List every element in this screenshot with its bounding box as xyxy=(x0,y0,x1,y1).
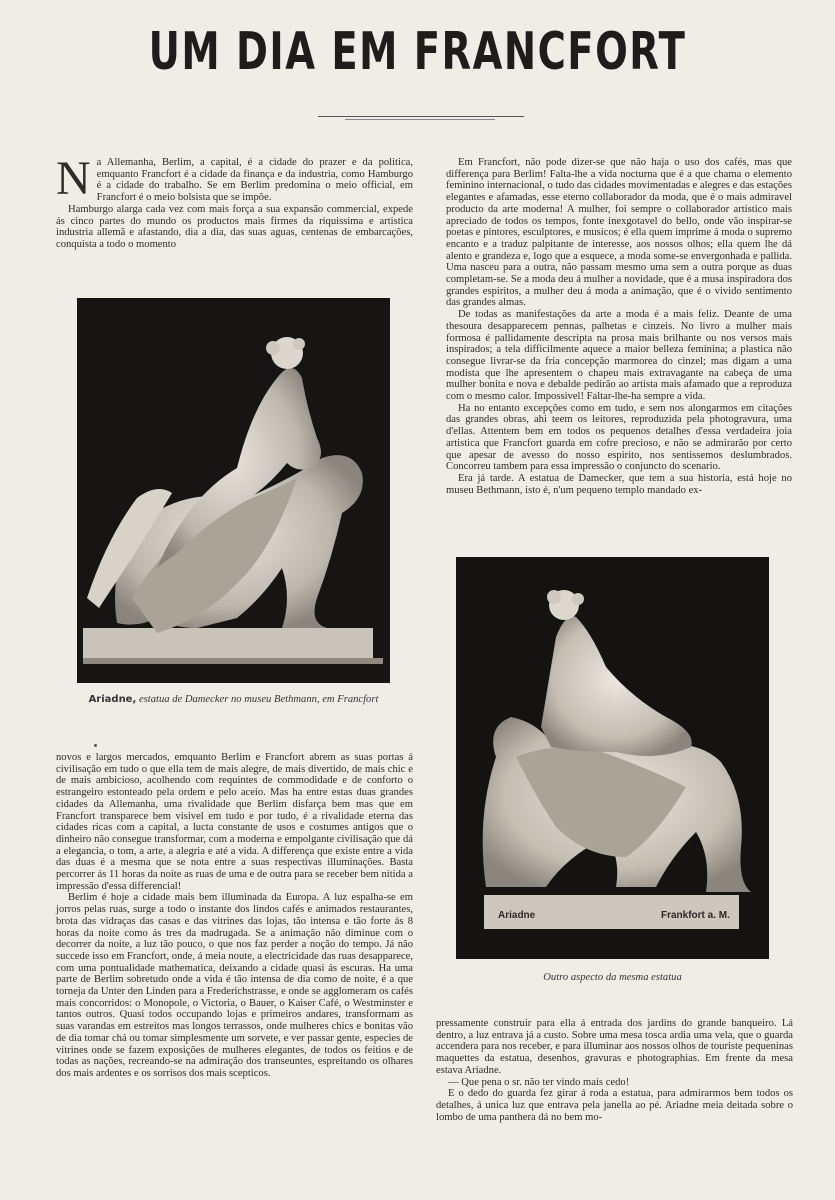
paragraph: Berlim é hoje a cidade mais bem illuminada da Europa. A luz espalha-se em jorros pelas ruas, surge a todo o instante dos lindos cafés e animados restaurantes, brota das vidraças das casas e das vitrines das lojas, tão intensa e tão forte ás 8 horas da noite como ás tres da madrugada. Se a animação não diminue com o decorrer da noite, a luz tão pouco, o que nos faz perder a noção do tempo. Já não succede isso em Francfort, onde, á meia noute, a electricidade das ruas desapparece, com uma pontualidade mathematica, deixando a cidade quasi ás escuras. Ha uma parte de Berlim sobretudo onde a vida é tão intensa de dia como de noite, é a que torneja da Unter den Linden para a Frederichstrasse, e onde se agglomeram os cafés mais concorridos: o Monopole, o Victoria, o Bauer, o Kaiser Café, o Westminster e tantos outros. Quasi todos occupando lojas e primeiros andares, transformam as suas varandas em estreitos mas longos terrassos, onde mulheres chics e bonitas vão de dia tomar chá ou tomar simplesmente um sorvete, e ver passar gente, especies de vitrines onde se fazem exposições de mulheres elegantes, de todos os feitios e de todas as nações, recreando-se na admiração dos transeuntes, espreitando os olhares dos mais ardentes e os sorrisos dos mais scepticos. xyxy=(56,892,413,1079)
title-divider-thin xyxy=(345,119,495,120)
column-left-top xyxy=(56,152,413,251)
paragraph: Ha no entanto excepções como em tudo, e sem nos alongarmos em citações das grandes obras, ahi teem os leitores, reproduzida pela photogravura, uma d'ellas. Attentem bem em todos os pequenos detalhes d'essa verdadeira joia artistica que Francfort guarda em cofre precioso, e não se admirarão por certo que apesar de avesso do nosso espirito, nos sentissemos deslumbrados. Concorreu tambem para essa impressão o conjuncto do scenario. xyxy=(446,402,792,473)
paragraph: — Que pena o sr. não ter vindo mais cedo! xyxy=(448,1076,630,1088)
paragraph: E o dedo do guarda fez girar á roda a estatua, para admirarmos bem todos os detalhes, á unica luz que entrava pela janella ao pé. Ariadne meia deitada sobre o lombo de uma panthera dá no bem mo- xyxy=(436,1088,793,1123)
column-left-bottom xyxy=(56,752,413,1080)
pedestal-label-left: Ariadne xyxy=(498,910,536,921)
paragraph: Era já tarde. A estatua de Damecker, que tem a sua historia, está hoje no museu Bethmann, isto é, n'um pequeno templo mandado ex- xyxy=(446,472,792,496)
pedestal-label-right: Frankfort a. M. xyxy=(661,910,730,921)
column-right-top xyxy=(446,157,792,496)
page-title: UM DIA EM FRANCFORT xyxy=(148,22,687,82)
intro-text: a Allemanha, Berlim, a capital, é a cidade do prazer e da politica, emquanto Francfort é a cidade da finança e da industria, como Hamburgo é a cidade do trabalho. Se em Berlim predomina o meio official, em Francfort é o meio bolsista que se impõe. xyxy=(96,157,413,204)
column-right-bottom xyxy=(436,1018,793,1123)
statue-photo-back xyxy=(456,557,769,959)
intro-paragraph xyxy=(56,152,413,205)
statue-illustration-back xyxy=(456,557,769,959)
caption-title: Ariadne, xyxy=(88,694,137,705)
ornament-dot xyxy=(94,744,97,747)
paragraph: De todas as manifestações da arte a moda é a mais feliz. Deante de uma thesoura desapparecem pennas, palhetas e cinzeis. No livro a mulher mais formosa é pallidamente descripta na prosa mais brilhante ou nos versos mais inspirados; a tela difficilmente aquece a maior belleza feminina; a plastica não consegue livrar-se da fria concepção marmorea do cinzel; mas digam a uma modista que lhe apresentem o chapeu mais extravagante na cabeça de uma mulher bonita e nova e debalde pedirão ao artista mais afamado que a reproduza com o mesmo calor. Impossivel! Faltar-lhe-ha sempre a vida. xyxy=(446,309,792,403)
title-divider xyxy=(318,116,524,117)
paragraph: pressamente construir para ella á entrada dos jardins do grande banqueiro. Lá dentro, a luz entrava já a custo. Sobre uma mesa tosca ardia uma vela, que o guarda accendera para nos receber, e para illuminar aos nossos olhos de touriste pequeninas maquettes da estatua, desenhos, gravuras e photographias. Em frente da mesa estava Ariadne. xyxy=(436,1018,793,1076)
statue-illustration xyxy=(77,298,390,683)
paragraph: Hamburgo alarga cada vez com mais força a sua expansão commercial, expede ás cinco partes do mundo os productos mais firmes da riquissima e artistica industria allemã e afastando, dia a dia, das suas aguas, centenas de embarcações, conquista a todo o momento xyxy=(56,203,413,250)
statue-photo-front xyxy=(77,298,390,683)
photo-caption-1 xyxy=(77,694,390,706)
photo-caption-2: Outro aspecto da mesma estatua xyxy=(543,972,682,983)
drop-cap: N xyxy=(56,152,91,205)
paragraph: Em Francfort, não pode dizer-se que não haja o uso dos cafés, mas que differença para Berlim! Falta-lhe a vida nocturna que é a que chama o elemento feminino internacional, o tudo das cidades movimentadas e alegres e das estações elegantes e afamadas, esse eterno collaborador da moda, que é o mais admiravel producto da arte moderna! A mulher, foi sempre o collaborador artistico mais apreciado de todos os tempos, fonte inexgotavel do bello, onde vão inspirar-se poetas e pintores, esculptores, e musicos; é ella quem imprime á moda o supremo encanto e a traduz palpitante de interesse, aos nossos olhos; ella quem lhe dá alento e grandeza e, logo que a esquece, a moda some-se envergonhada e pallida. Uma nasceu para a outra, não passam mesmo uma sem a outra porque as duas completam-se. Se a moda deu á mulher a novidade, que é a musa inspiradora dos grandes espiritos, a mulher deu á moda a animação, que é o vivido sentimento das grandes almas. xyxy=(446,157,792,309)
caption-text: estatua de Damecker no museu Bethmann, em Francfort xyxy=(138,694,379,705)
paragraph: novos e largos mercados, emquanto Berlim e Francfort abrem as suas portas á civilisação em tudo o que ella tem de mais alegre, de mais divertido, de mais chic e de mais ambicioso, acolhendo com requintes de commodidade e de conforto o estrangeiro estonteado pela ordem e pelo aceio. Mas ha entre estas duas grandes cidades da Allemanha, uma rivalidade que Berlim disfarça bem mas que em Francfort transparece bem visivel em tudo e por tudo, é a rivalidade eterna das cidades ricas com a capital, a lucta constante de usos e costumes antigos que o dinheiro não consegue transformar, com a moderna e empolgante civilisação que dá a elegancia, o tom, a arte, a alegria e até a vida. A differença que existe entre a vida das duas é a mesma que se nota entre a suas respectivas illuminações. Basta percorrer ás 11 horas da noite as ruas de uma e de outra para se receber bem nitida a impressão d'essa differencial! xyxy=(56,752,413,892)
